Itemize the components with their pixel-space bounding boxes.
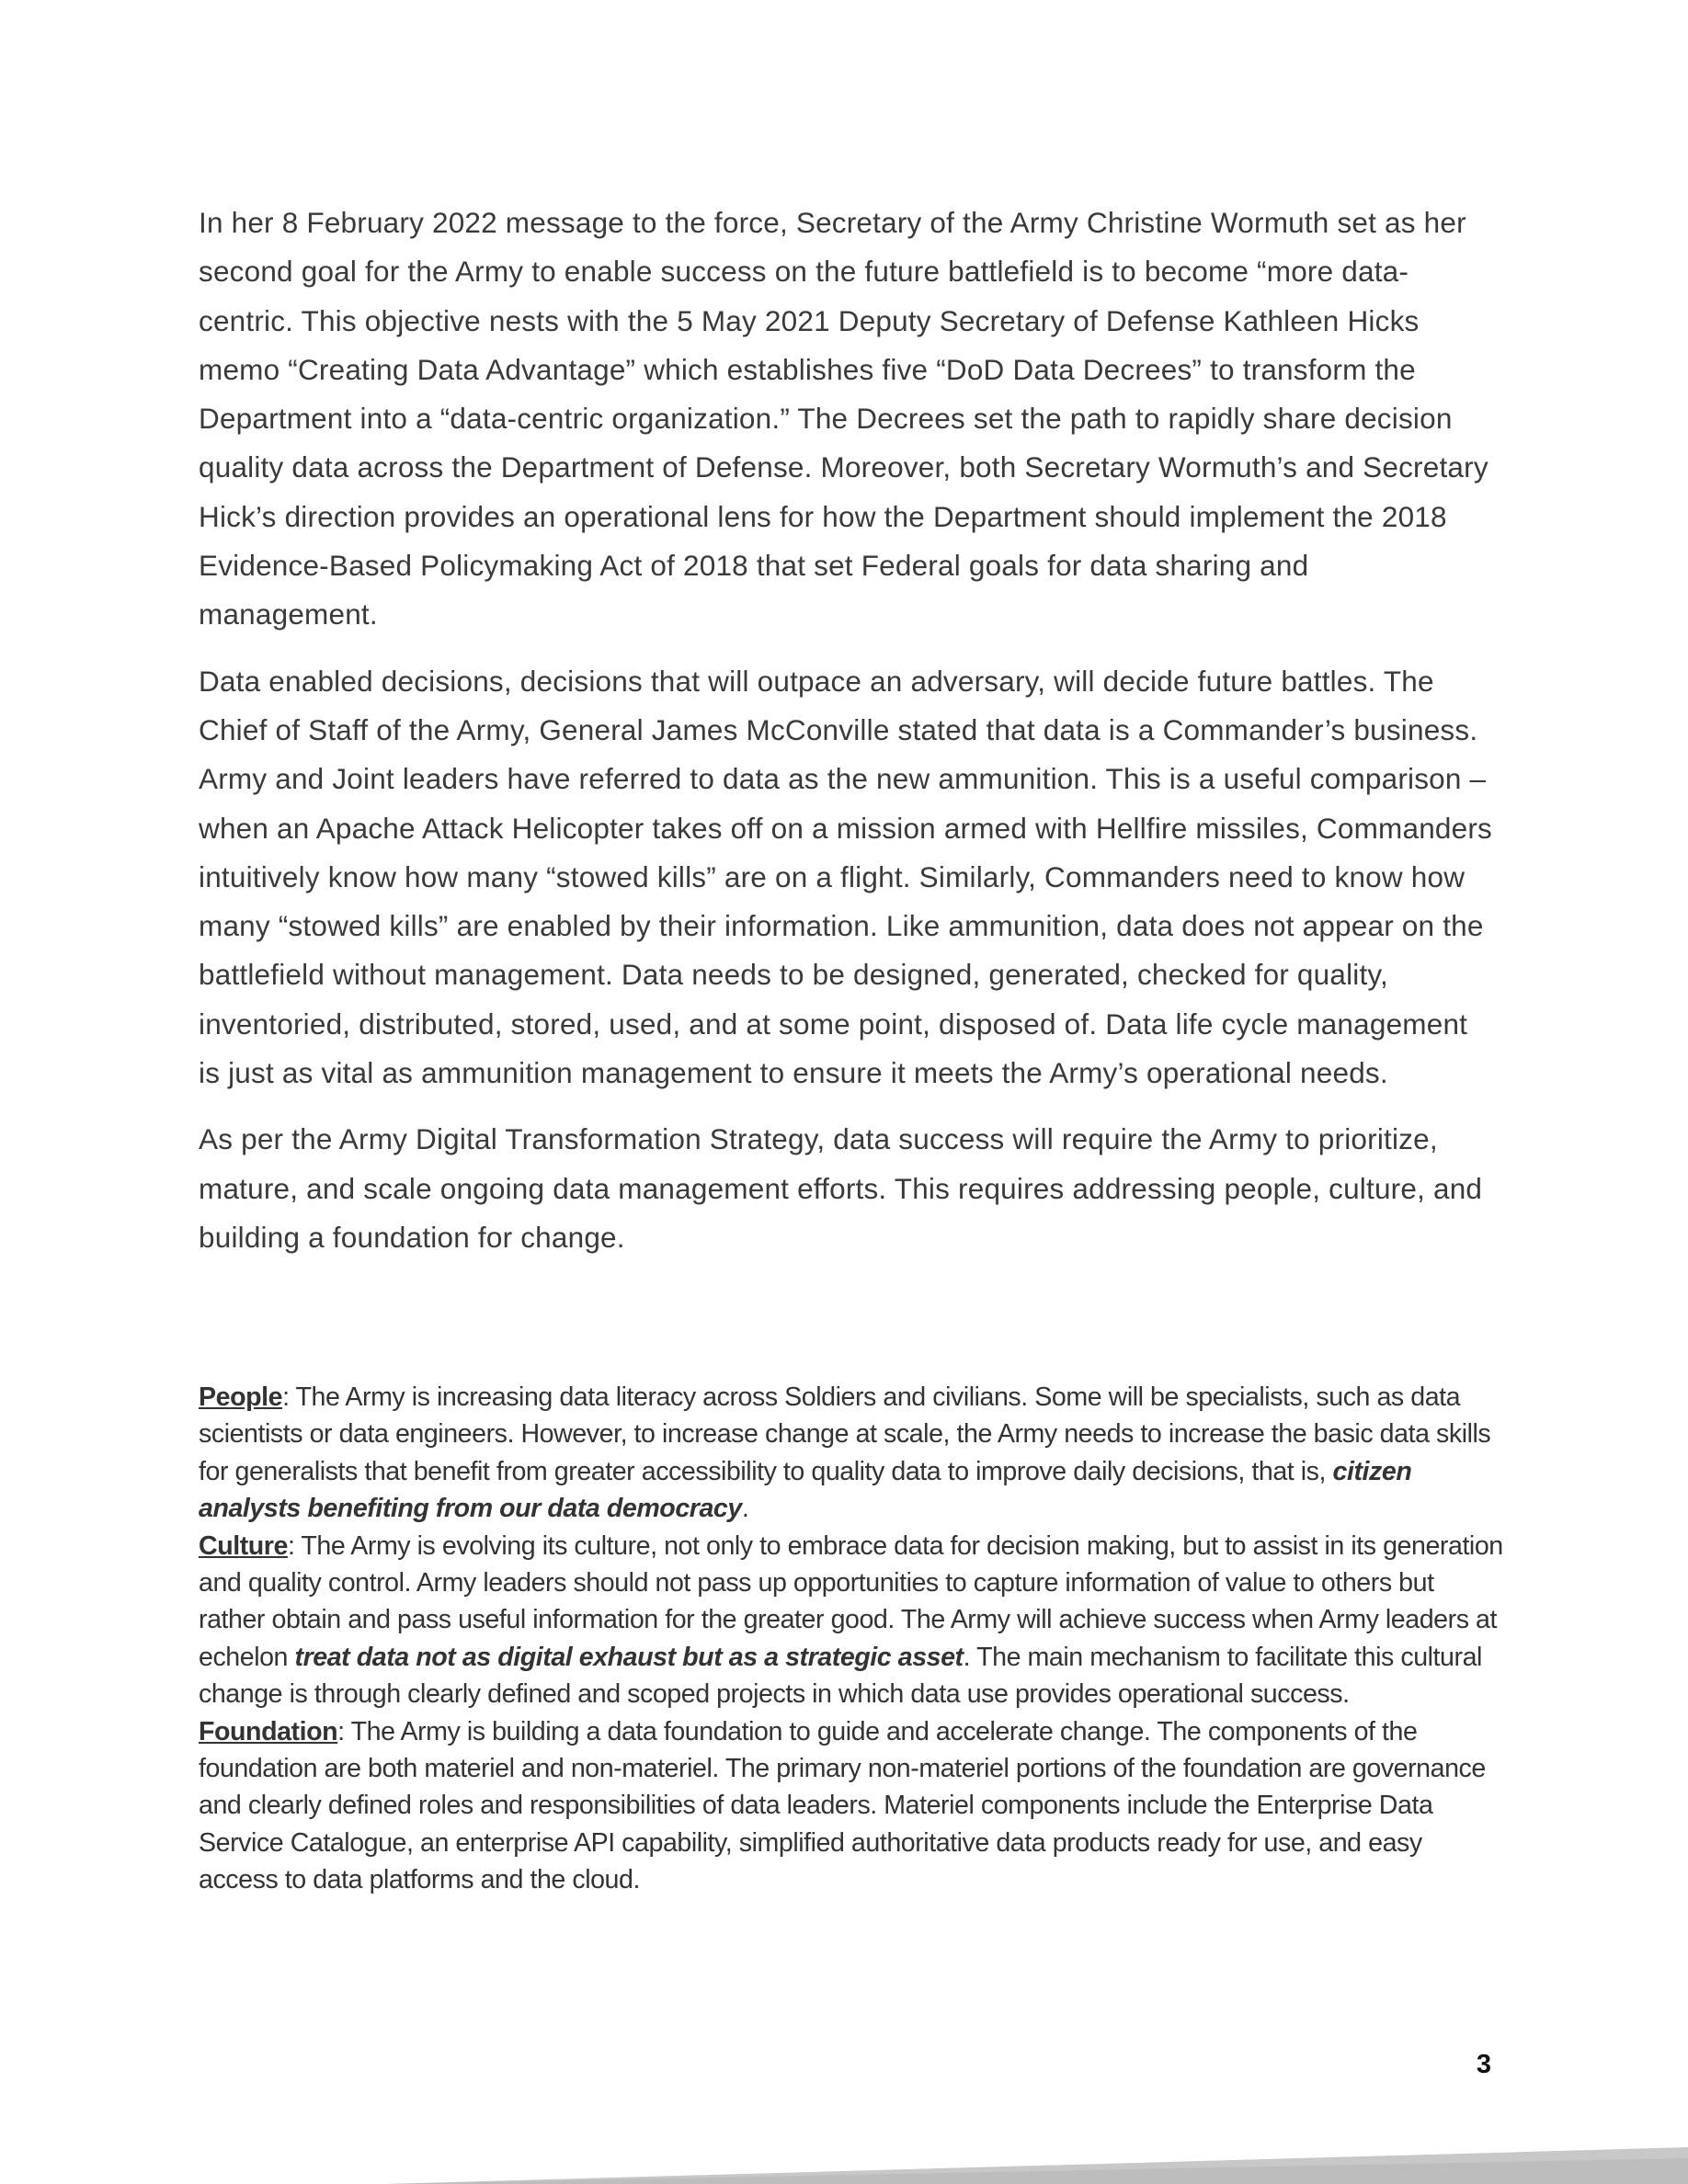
- culture-term: Culture: [199, 1530, 288, 1561]
- foundation-term: Foundation: [199, 1716, 338, 1746]
- foundation-section: [199, 1713, 1504, 1899]
- people-section: [199, 1379, 1504, 1528]
- culture-emphasis: treat data not as digital exhaust but as a strategic asset: [294, 1642, 964, 1672]
- people-term: People: [199, 1382, 283, 1412]
- foundation-text: : The Army is building a data foundation to guide and accelerate change. The components of the foundation are both materiel and non-materiel. The primary non-materiel portions of the foundation are governance and clearly defined roles and responsibilities of data leaders. Materiel components include the Enterprise Data Service Catalogue, an enterprise API capability, simplified authoritative data products ready for use, and easy access to data platforms and the cloud.: [199, 1716, 1486, 1895]
- people-text: : The Army is increasing data literacy across Soldiers and civilians. Some will be specialists, such as data scientists or data engineers. However, to increase change at scale, the Army needs to increase the basic data skills for generalists that benefit from greater accessibility to quality data to improve daily decisions, that is,: [199, 1382, 1491, 1486]
- culture-section: [199, 1528, 1504, 1713]
- culture-text-end: . The main mechanism to facilitate this cultural change is through clearly defined and scoped projects in which data use provides operational success.: [199, 1642, 1482, 1710]
- body-text: [199, 199, 1495, 1280]
- people-text-end: .: [741, 1494, 749, 1524]
- paragraph-data-enabled-decisions: Data enabled decisions, decisions that will outpace an adversary, will decide future battles. The Chief of Staff of the Army, General James McConville stated that data is a Commander’s business. Army and Joint leaders have referred to data as the new ammunition. This is a useful comparison – when an Apache Attack Helicopter takes off on a mission armed with Hellfire missiles, Commanders intuitively know how many “stowed kills” are on a flight. Similarly, Commanders need to know how many “stowed kills” are enabled by their information. Like ammunition, data does not appear on the battlefield without management. Data needs to be designed, generated, checked for quality, inventoried, distributed, stored, used, and at some point, disposed of. Data life cycle management is just as vital as ammunition management to ensure it meets the Army’s operational needs.: [199, 664, 1492, 1090]
- culture-text: : The Army is evolving its culture, not only to embrace data for decision making, but to assist in its generation and quality control. Army leaders should not pass up opportunities to capture information of value to others but rather obtain and pass useful information for the greater good. The Army will achieve success when Army leaders at echelon: [199, 1530, 1503, 1672]
- paragraph-secretary-message: In her 8 February 2022 message to the force, Secretary of the Army Christine Wormuth set as her second goal for the Army to enable success on the future battlefield is to become “more data-centric. This objective nests with the 5 May 2021 Deputy Secretary of Defense Kathleen Hicks memo “Creating Data Advantage” which establishes five “DoD Data Decrees” to transform the Department into a “data-centric organization.” The Decrees set the path to rapidly share decision quality data across the Department of Defense. Moreover, both Secretary Wormuth’s and Secretary Hick’s direction provides an operational lens for how the Department should implement the 2018 Evidence-Based Policymaking Act of 2018 that set Federal goals for data sharing and management.: [199, 206, 1488, 631]
- people-emphasis: citizen analysts benefiting from our data democracy: [199, 1456, 1412, 1524]
- page-number: 3: [1476, 2050, 1491, 2079]
- focus-areas: [199, 1379, 1504, 1899]
- paragraph-digital-transformation: As per the Army Digital Transformation Strategy, data success will require the Army to prioritize, mature, and scale ongoing data management efforts. This requires addressing people, culture, and building a foundation for change.: [199, 1122, 1483, 1254]
